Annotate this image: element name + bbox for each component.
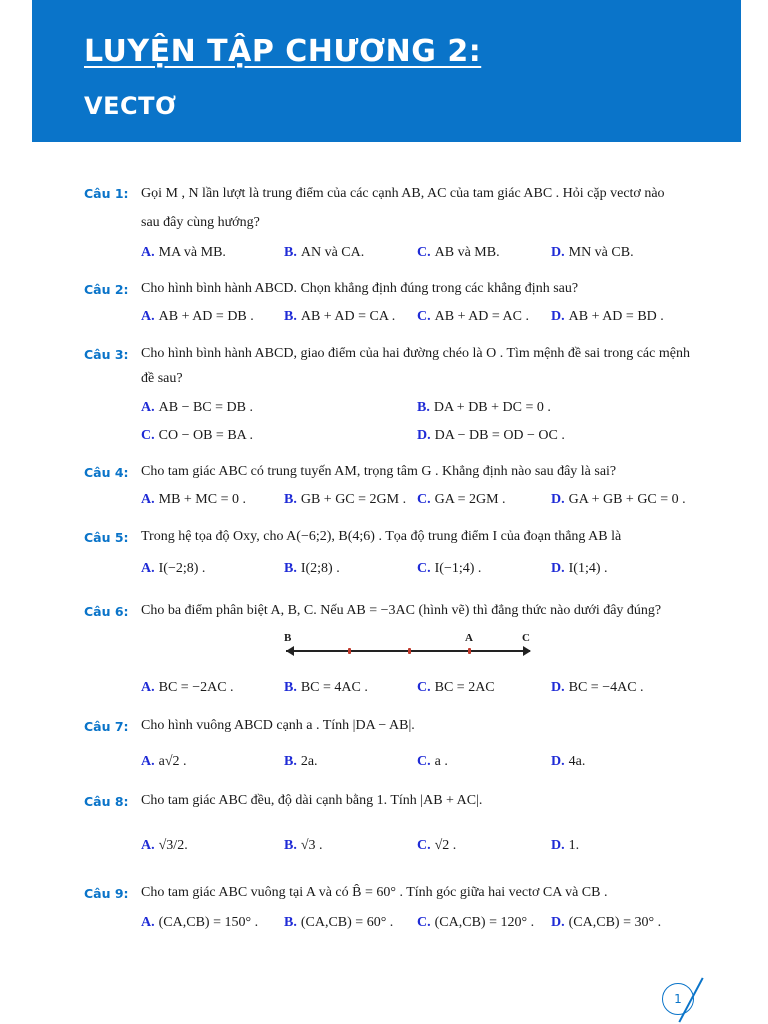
question-label: Câu 7:: [84, 719, 129, 734]
option-b: B. 2a.: [284, 754, 318, 769]
option-b: B. AN và CA.: [284, 245, 365, 260]
option-a: A. I(−2;8) .: [141, 561, 206, 576]
option-b: B. I(2;8) .: [284, 561, 340, 576]
option-c: C. √2 .: [417, 838, 457, 853]
option-b: B. DA + DB + DC = 0 .: [417, 400, 551, 415]
option-b: B. (CA,CB) = 60° .: [284, 915, 394, 930]
question-label: Câu 8:: [84, 794, 129, 809]
option-d: D. 4a.: [551, 754, 586, 769]
option-b: B. GB + GC = 2GM .: [284, 492, 407, 507]
tick-mark: [348, 648, 351, 654]
question-label: Câu 5:: [84, 530, 129, 545]
question-text: Cho hình bình hành ABCD, giao điểm của hai đường chéo là O . Tìm mệnh đề sai trong các mệnh: [141, 346, 690, 361]
chapter-banner: [32, 0, 741, 142]
option-d: D. GA + GB + GC = 0 .: [551, 492, 686, 507]
question-text: Cho tam giác ABC có trung tuyến AM, trọng tâm G . Khẳng định nào sau đây là sai?: [141, 464, 617, 479]
point-label-b: B: [284, 632, 292, 644]
option-c: C. a .: [417, 754, 448, 769]
question-text: Cho hình bình hành ABCD. Chọn khẳng định đúng trong các khẳng định sau?: [141, 281, 579, 296]
question-label: Câu 1:: [84, 186, 129, 201]
option-b: B. AB + AD = CA .: [284, 309, 396, 324]
arrow-left-icon: [286, 646, 294, 656]
question-label: Câu 9:: [84, 886, 129, 901]
option-c: C. AB và MB.: [417, 245, 500, 260]
tick-mark: [408, 648, 411, 654]
page-number: 1: [662, 983, 694, 1015]
option-d: D. AB + AD = BD .: [551, 309, 664, 324]
chapter-title: LUYỆN TẬP CHƯƠNG 2:: [84, 34, 482, 69]
chapter-subtitle: VECTƠ: [84, 92, 177, 120]
question-label: Câu 6:: [84, 604, 129, 619]
option-a: A. MA và MB.: [141, 245, 226, 260]
option-d: D. I(1;4) .: [551, 561, 608, 576]
tick-mark: [468, 648, 471, 654]
question-text: Cho tam giác ABC đều, độ dài cạnh bằng 1. Tính |AB + AC|.: [141, 793, 483, 808]
option-d: D. DA − DB = OD − OC .: [417, 428, 565, 443]
option-c: C. CO − OB = BA .: [141, 428, 253, 443]
option-a: A. BC = −2AC .: [141, 680, 234, 695]
option-b: B. √3 .: [284, 838, 323, 853]
question-text: sau đây cùng hướng?: [141, 215, 260, 230]
option-a: A. √3/2.: [141, 838, 188, 853]
option-a: A. MB + MC = 0 .: [141, 492, 246, 507]
option-c: C. GA = 2GM .: [417, 492, 506, 507]
option-a: A. a√2 .: [141, 754, 187, 769]
question-label: Câu 3:: [84, 347, 129, 362]
point-label-a: A: [465, 632, 473, 644]
question-text: Cho tam giác ABC vuông tại A và có B̂ = 60° . Tính góc giữa hai vectơ CA và CB .: [141, 885, 608, 900]
option-a: A. AB + AD = DB .: [141, 309, 254, 324]
option-c: C. I(−1;4) .: [417, 561, 482, 576]
question-label: Câu 4:: [84, 465, 129, 480]
question-text: đề sau?: [141, 371, 183, 386]
option-d: D. MN và CB.: [551, 245, 634, 260]
question-text: Cho ba điểm phân biệt A, B, C. Nếu AB = −3AC (hình vẽ) thì đẳng thức nào dưới đây đúng?: [141, 603, 662, 618]
option-a: A. (CA,CB) = 150° .: [141, 915, 259, 930]
question-label: Câu 2:: [84, 282, 129, 297]
option-d: D. BC = −4AC .: [551, 680, 644, 695]
point-label-c: C: [522, 632, 530, 644]
option-c: C. (CA,CB) = 120° .: [417, 915, 535, 930]
option-c: C. BC = 2AC: [417, 680, 495, 695]
option-c: C. AB + AD = AC .: [417, 309, 529, 324]
option-d: D. 1.: [551, 838, 580, 853]
arrow-right-icon: [523, 646, 531, 656]
option-a: A. AB − BC = DB .: [141, 400, 253, 415]
option-d: D. (CA,CB) = 30° .: [551, 915, 662, 930]
question-text: Gọi M , N lần lượt là trung điểm của các cạnh AB, AC của tam giác ABC . Hỏi cặp vectơ nào: [141, 186, 665, 201]
question-text: Cho hình vuông ABCD cạnh a . Tính |DA − AB|.: [141, 718, 415, 733]
option-b: B. BC = 4AC .: [284, 680, 368, 695]
question-text: Trong hệ tọa độ Oxy, cho A(−6;2), B(4;6) . Tọa độ trung điểm I của đoạn thẳng AB là: [141, 529, 622, 544]
